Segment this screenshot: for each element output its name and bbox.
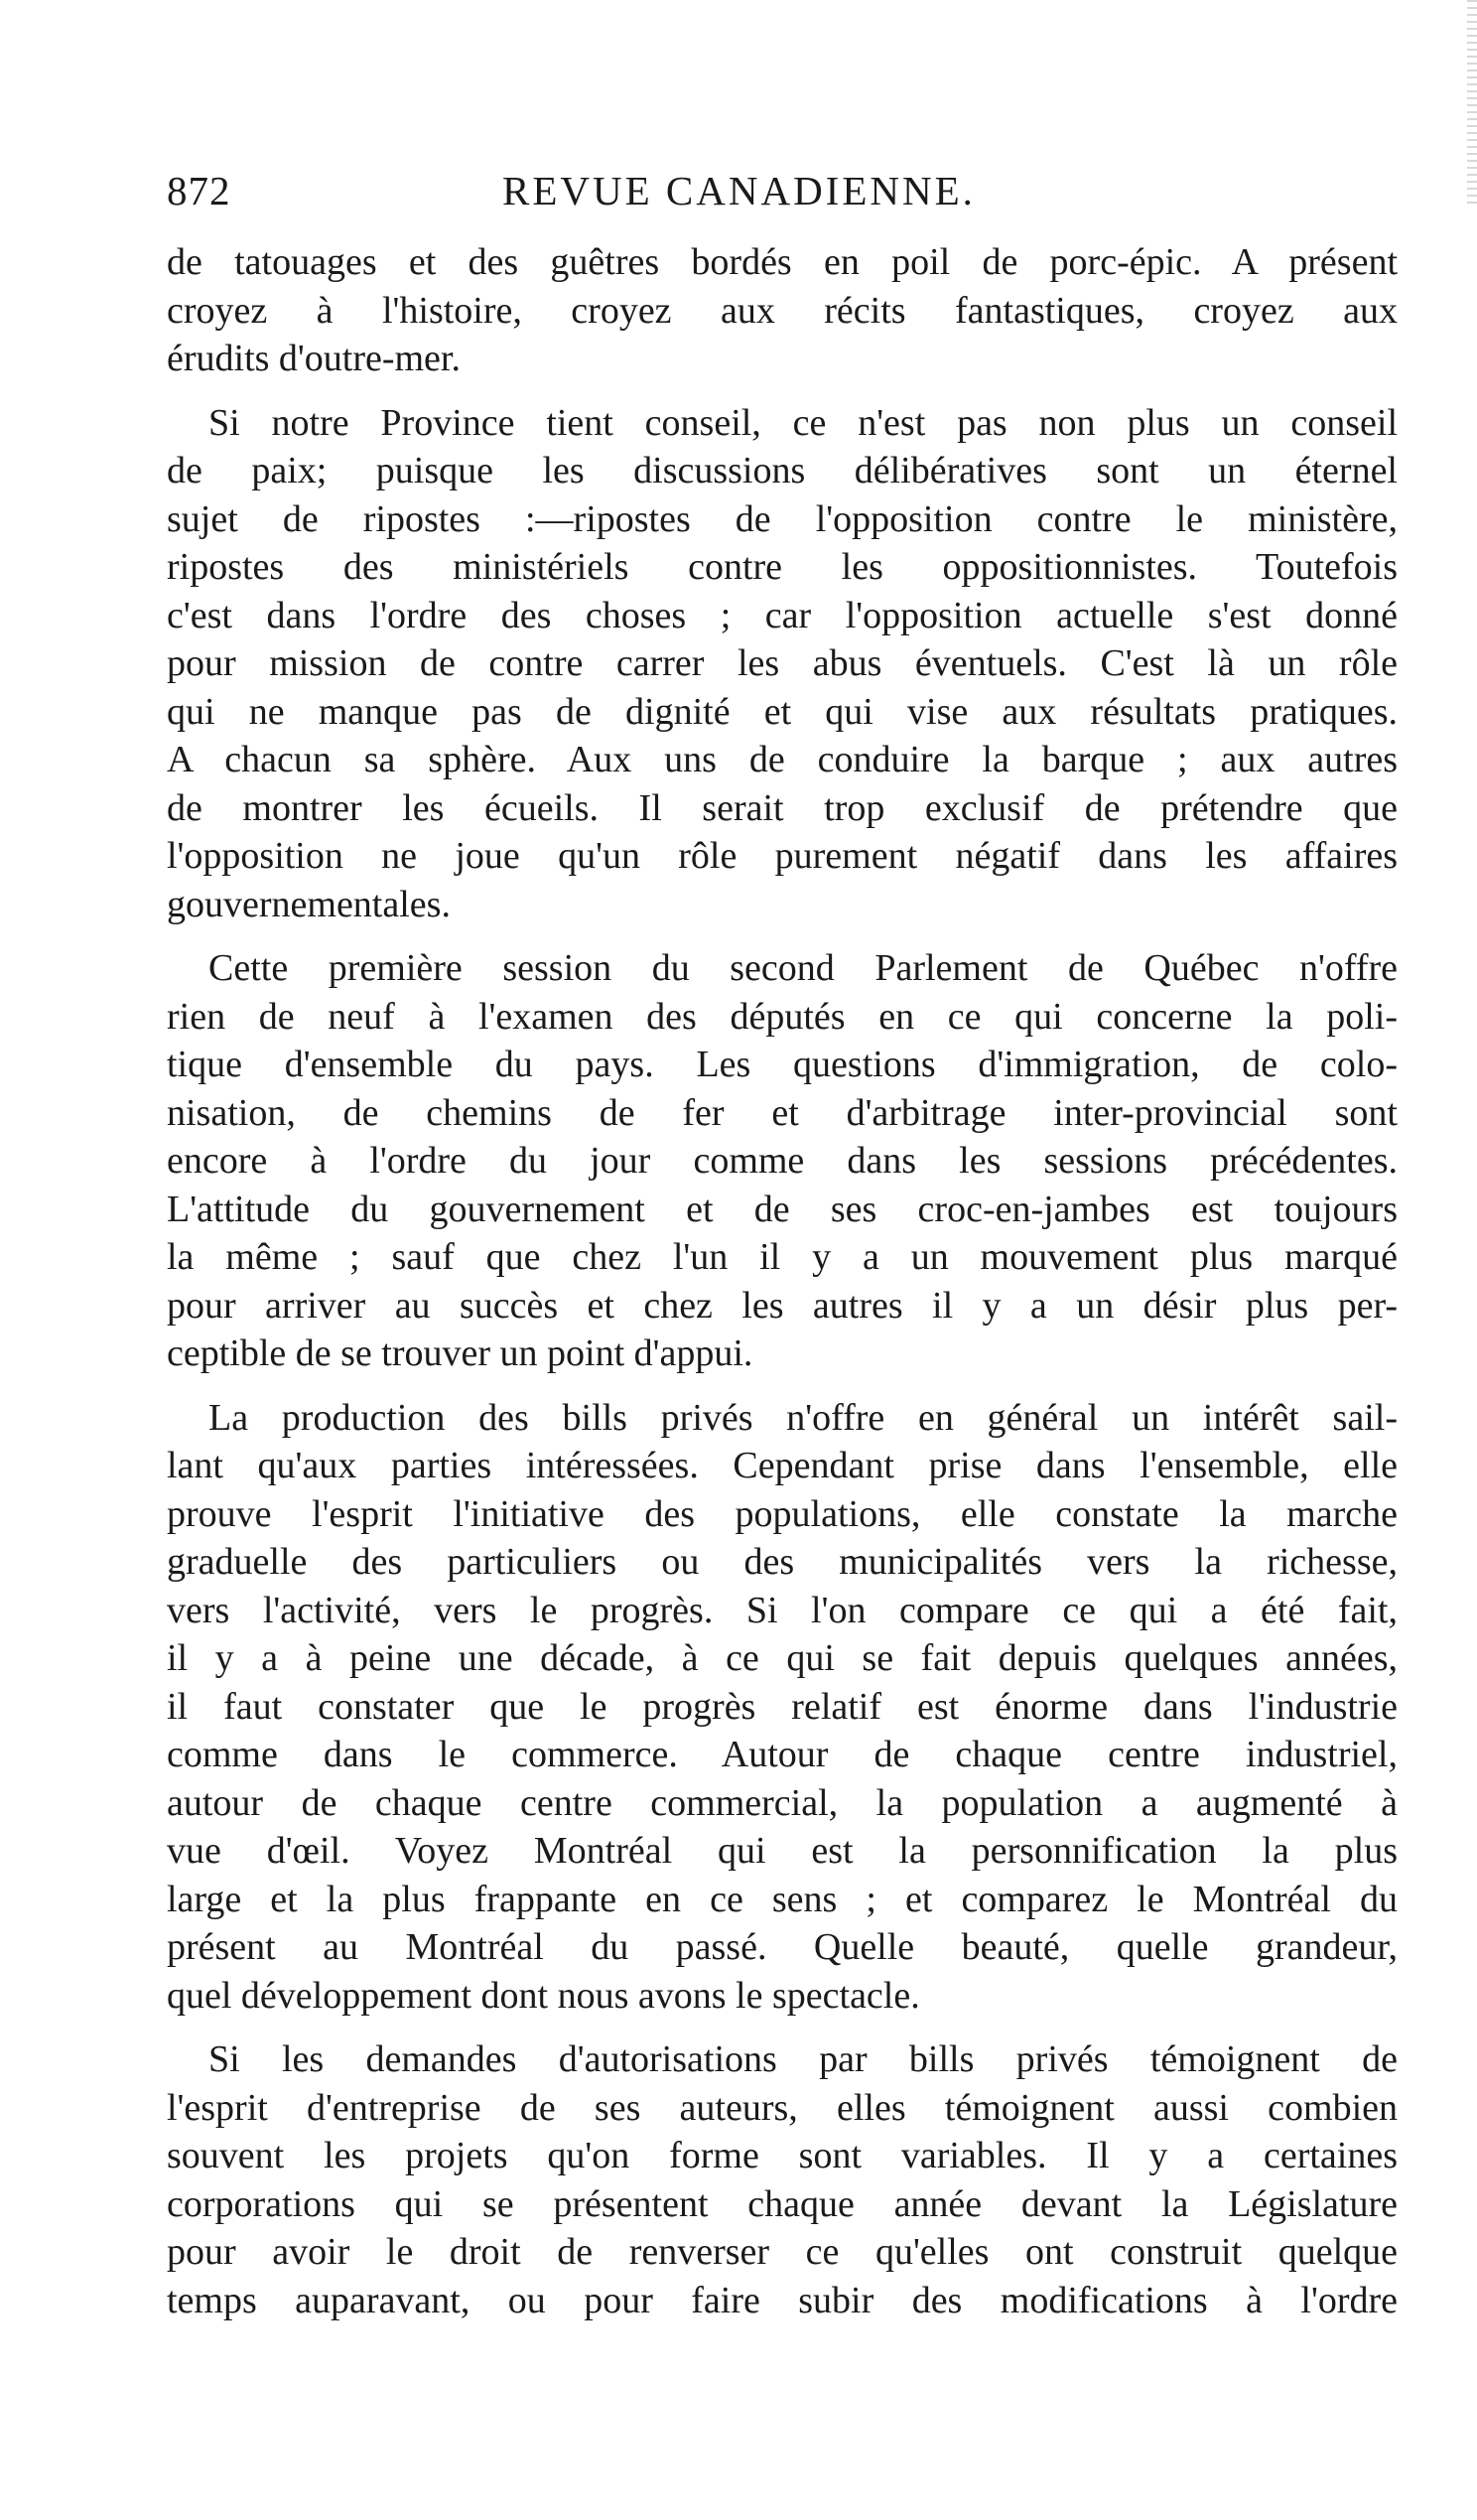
- text-line: la même ; sauf que chez l'un il y a un mouvement plus marqué: [167, 1236, 1398, 1278]
- text-line: sujet de ripostes :—ripostes de l'opposition contre le ministère,: [167, 497, 1398, 540]
- text-line: large et la plus frappante en ce sens ; et comparez le Montréal du: [167, 1878, 1398, 1920]
- paragraph: [167, 1394, 1398, 2021]
- text-line: l'esprit d'entreprise de ses auteurs, elles témoignent aussi combien: [167, 2086, 1398, 2129]
- paragraph: [167, 944, 1398, 1378]
- text-line: nisation, de chemins de fer et d'arbitrage inter-provincial sont: [167, 1091, 1398, 1134]
- text-line: rien de neuf à l'examen des députés en ce qui concerne la poli-: [167, 995, 1398, 1038]
- text-line: présent au Montréal du passé. Quelle beauté, quelle grandeur,: [167, 1926, 1398, 1968]
- text-line: ripostes des ministériels contre les oppositionnistes. Toutefois: [167, 546, 1398, 588]
- text-line: gouvernementales.: [167, 883, 451, 925]
- text-line: de tatouages et des guêtres bordés en poil de porc-épic. A présent: [167, 241, 1398, 283]
- text-line: Si les demandes d'autorisations par bills privés témoignent de: [208, 2038, 1398, 2080]
- page-number: 872: [167, 168, 231, 213]
- text-line: temps auparavant, ou pour faire subir des modifications à l'ordre: [167, 2279, 1398, 2321]
- page-edge-marks: [1467, 0, 1477, 209]
- text-line: quel développement dont nous avons le spectacle.: [167, 1974, 920, 2017]
- text-line: comme dans le commerce. Autour de chaque centre industriel,: [167, 1734, 1398, 1775]
- text-line: il y a à peine une décade, à ce qui se fait depuis quelques années,: [167, 1637, 1398, 1679]
- text-line: l'opposition ne joue qu'un rôle purement négatif dans les affaires: [167, 835, 1398, 877]
- text-line: de montrer les écueils. Il serait trop exclusif de prétendre que: [167, 786, 1398, 829]
- text-line: Si notre Province tient conseil, ce n'est pas non plus un conseil: [208, 401, 1398, 444]
- text-line: pour mission de contre carrer les abus éventuels. C'est là un rôle: [167, 642, 1398, 684]
- text-line: pour avoir le droit de renverser ce qu'elles ont construit quelque: [167, 2231, 1398, 2273]
- text-line: L'attitude du gouvernement et de ses croc-en-jambes est toujours: [167, 1188, 1398, 1230]
- text-line: pour arriver au succès et chez les autres il y a un désir plus per-: [167, 1284, 1398, 1327]
- page-header: [167, 167, 1398, 226]
- text-line: encore à l'ordre du jour comme dans les sessions précédentes.: [167, 1140, 1398, 1182]
- text-line: lant qu'aux parties intéressées. Cependant prise dans l'ensemble, elle: [167, 1445, 1398, 1486]
- text-line: Cette première session du second Parlement de Québec n'offre: [208, 947, 1398, 989]
- running-title: REVUE CANADIENNE.: [502, 168, 976, 213]
- paragraph: [167, 2035, 1398, 2324]
- text-line: corporations qui se présentent chaque année devant la Législature: [167, 2182, 1398, 2225]
- text-line: qui ne manque pas de dignité et qui vise aux résultats pratiques.: [167, 690, 1398, 733]
- text-line: il faut constater que le progrès relatif est énorme dans l'industrie: [167, 1685, 1398, 1728]
- paragraph: [167, 399, 1398, 929]
- text-line: La production des bills privés n'offre en général un intérêt sail-: [208, 1396, 1398, 1439]
- text-line: de paix; puisque les discussions délibératives sont un éternel: [167, 450, 1398, 491]
- text-line: tique d'ensemble du pays. Les questions d'immigration, de colo-: [167, 1044, 1398, 1085]
- text-line: A chacun sa sphère. Aux uns de conduire la barque ; aux autres: [167, 739, 1398, 780]
- text-line: ceptible de se trouver un point d'appui.: [167, 1332, 753, 1374]
- text-line: prouve l'esprit l'initiative des populations, elle constate la marche: [167, 1492, 1398, 1535]
- paragraph: [167, 238, 1398, 383]
- body-text: [167, 238, 1398, 2340]
- text-line: croyez à l'histoire, croyez aux récits fantastiques, croyez aux: [167, 289, 1398, 332]
- text-line: érudits d'outre-mer.: [167, 338, 461, 379]
- text-line: vue d'œil. Voyez Montréal qui est la personnification la plus: [167, 1830, 1398, 1872]
- text-line: autour de chaque centre commercial, la population a augmenté à: [167, 1781, 1398, 1824]
- text-line: c'est dans l'ordre des choses ; car l'opposition actuelle s'est donné: [167, 594, 1398, 636]
- text-line: souvent les projets qu'on forme sont variables. Il y a certaines: [167, 2135, 1398, 2176]
- text-line: graduelle des particuliers ou des municipalités vers la richesse,: [167, 1541, 1398, 1583]
- text-line: vers l'activité, vers le progrès. Si l'on compare ce qui a été fait,: [167, 1589, 1398, 1631]
